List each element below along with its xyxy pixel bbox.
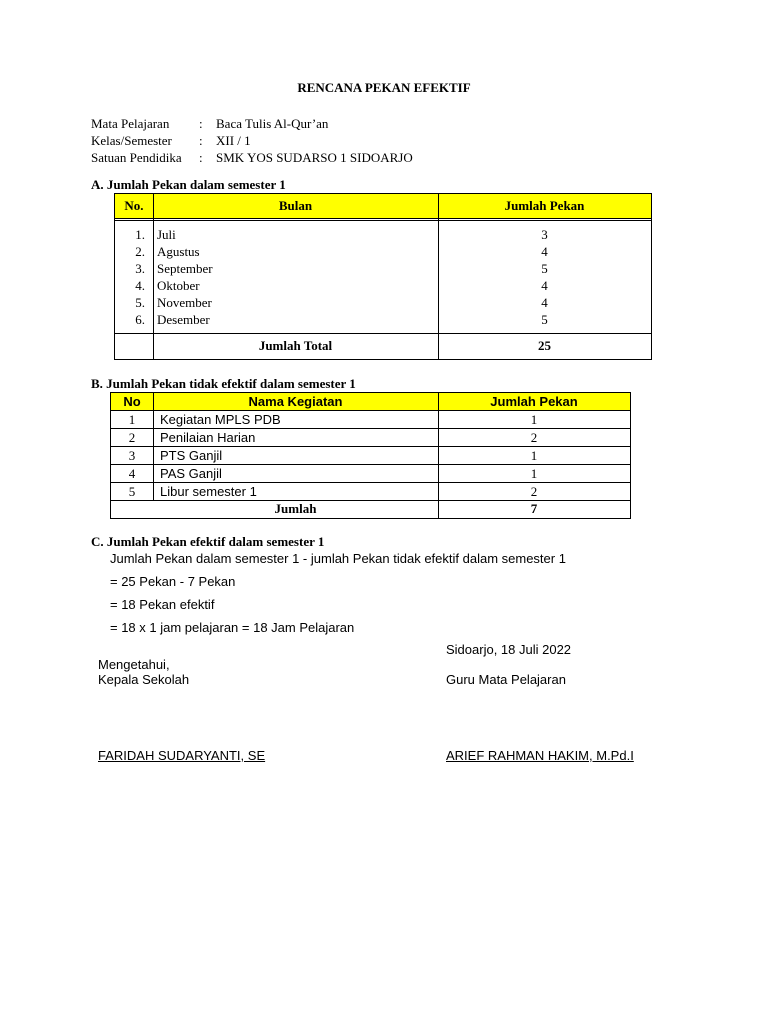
table-b-row-divider bbox=[111, 464, 630, 465]
table-b-row-kegiatan: Kegiatan MPLS PDB bbox=[160, 412, 281, 427]
table-b-row-jumlah: 1 bbox=[530, 412, 538, 427]
table-b-header-kegiatan: Nama Kegiatan bbox=[248, 394, 343, 409]
table-b-row-kegiatan: Penilaian Harian bbox=[160, 430, 256, 445]
info-sep: : bbox=[199, 116, 203, 131]
table-b-total-value: 7 bbox=[530, 501, 538, 516]
table-a-row-no: 3. bbox=[135, 261, 145, 276]
table-a-row-jumlah: 5 bbox=[541, 261, 548, 276]
table-a-row-jumlah: 5 bbox=[541, 312, 548, 327]
info-label-subject: Mata Pelajaran bbox=[91, 116, 170, 131]
table-a-row-no: 6. bbox=[135, 312, 145, 327]
info-value-class: XII / 1 bbox=[216, 133, 251, 148]
table-a-row-bulan: Desember bbox=[157, 312, 210, 327]
info-sep: : bbox=[199, 150, 203, 165]
info-label-school: Satuan Pendidika bbox=[91, 150, 182, 165]
table-a-row-bulan: Oktober bbox=[157, 278, 200, 293]
principal-name: FARIDAH SUDARYANTI, SE bbox=[98, 748, 266, 763]
section-b-heading: B. Jumlah Pekan tidak efektif dalam semester 1 bbox=[91, 376, 356, 391]
table-a-row-jumlah: 4 bbox=[541, 244, 548, 259]
table-b-row-kegiatan: PAS Ganjil bbox=[160, 466, 222, 481]
table-b-row-no: 3 bbox=[128, 448, 136, 463]
table-a-row-no: 2. bbox=[135, 244, 145, 259]
section-c-line-2: = 25 Pekan - 7 Pekan bbox=[110, 574, 236, 589]
document-title: RENCANA PEKAN EFEKTIF bbox=[297, 80, 471, 95]
principal-role: Kepala Sekolah bbox=[98, 672, 190, 687]
section-c-heading: C. Jumlah Pekan efektif dalam semester 1 bbox=[91, 534, 325, 549]
table-a-total-label: Jumlah Total bbox=[258, 338, 333, 353]
table-a-header-bulan: Bulan bbox=[278, 198, 313, 213]
table-a-row-no: 5. bbox=[135, 295, 145, 310]
table-b-row-divider bbox=[111, 428, 630, 429]
table-a-row-jumlah: 4 bbox=[541, 295, 548, 310]
table-a-row-bulan: September bbox=[157, 261, 213, 276]
table-b-header-no: No bbox=[123, 394, 141, 409]
table-a-row-bulan: Juli bbox=[157, 227, 176, 242]
table-a-row-no: 4. bbox=[135, 278, 145, 293]
table-b-row-jumlah: 1 bbox=[530, 448, 538, 463]
info-value-school: SMK YOS SUDARSO 1 SIDOARJO bbox=[216, 150, 413, 165]
section-c-line-3: = 18 Pekan efektif bbox=[110, 597, 215, 612]
table-a-row-bulan: November bbox=[157, 295, 212, 310]
table-b-total-label: Jumlah bbox=[274, 501, 317, 516]
info-value-subject: Baca Tulis Al-Qur’an bbox=[216, 116, 329, 131]
table-b-row-no: 4 bbox=[128, 466, 136, 481]
section-a-heading: A. Jumlah Pekan dalam semester 1 bbox=[91, 177, 286, 192]
place-date: Sidoarjo, 18 Juli 2022 bbox=[446, 642, 572, 657]
teacher-name: ARIEF RAHMAN HAKIM, M.Pd.I bbox=[446, 748, 634, 763]
table-b-row-kegiatan: Libur semester 1 bbox=[160, 484, 257, 499]
table-a-header-jumlah: Jumlah Pekan bbox=[504, 198, 585, 213]
table-b-row-no: 5 bbox=[128, 484, 136, 499]
table-b-row-no: 2 bbox=[128, 430, 136, 445]
table-b-row-divider bbox=[111, 446, 630, 447]
table-a-row-bulan: Agustus bbox=[157, 244, 200, 259]
table-a-header-no: No. bbox=[124, 198, 144, 213]
table-a bbox=[114, 193, 652, 360]
table-b-header-jumlah: Jumlah Pekan bbox=[490, 394, 578, 409]
table-a-row-jumlah: 4 bbox=[541, 278, 548, 293]
table-a-row-jumlah: 3 bbox=[541, 227, 548, 242]
info-label-class: Kelas/Semester bbox=[91, 133, 172, 148]
acknowledged-label: Mengetahui, bbox=[98, 657, 170, 672]
table-a-total-value: 25 bbox=[538, 338, 551, 353]
teacher-role: Guru Mata Pelajaran bbox=[446, 672, 566, 687]
table-b-row-no: 1 bbox=[128, 412, 136, 427]
table-b-row-divider bbox=[111, 482, 630, 483]
section-c-line-1: Jumlah Pekan dalam semester 1 - jumlah Pekan tidak efektif dalam semester 1 bbox=[110, 551, 566, 566]
table-b-row-jumlah: 1 bbox=[530, 466, 538, 481]
table-b-row-jumlah: 2 bbox=[530, 430, 538, 445]
section-c-line-4: = 18 x 1 jam pelajaran = 18 Jam Pelajaran bbox=[110, 620, 355, 635]
info-sep: : bbox=[199, 133, 203, 148]
table-a-row-no: 1. bbox=[135, 227, 145, 242]
table-b-row-kegiatan: PTS Ganjil bbox=[160, 448, 223, 463]
table-b-row-jumlah: 2 bbox=[530, 484, 538, 499]
table-b bbox=[110, 392, 631, 519]
